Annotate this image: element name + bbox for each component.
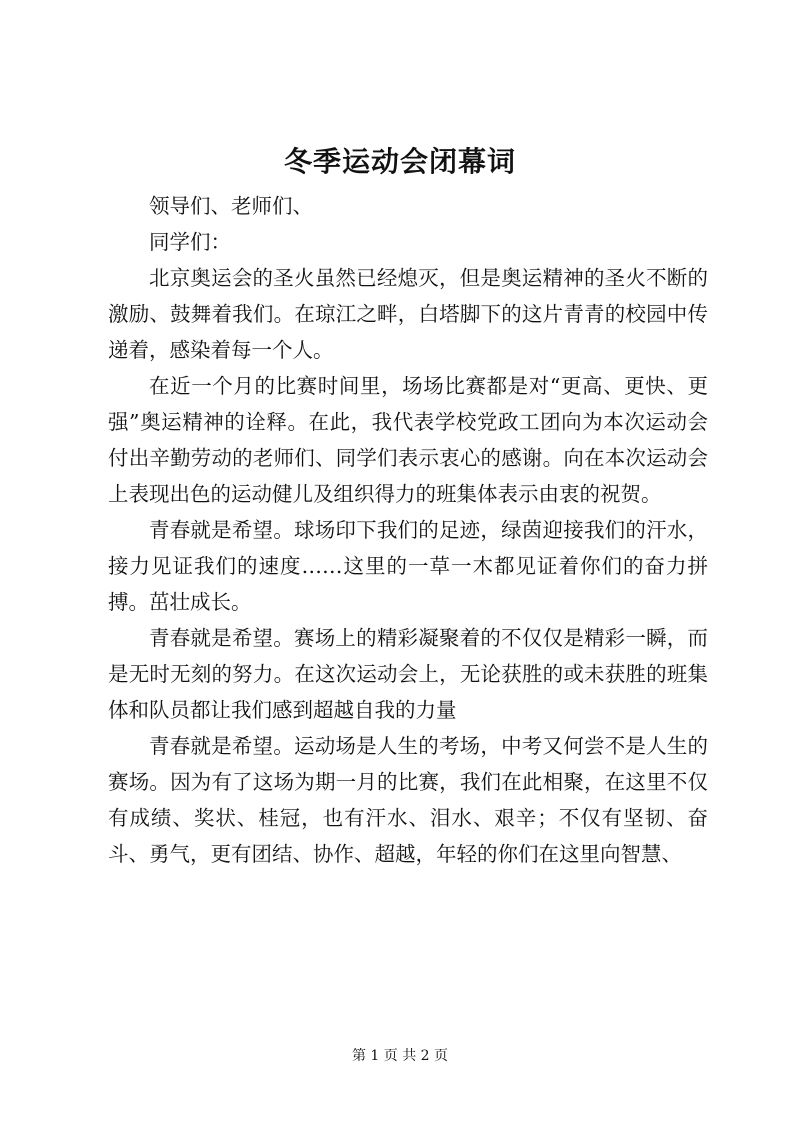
body-paragraph-2: 在近一个月的比赛时间里，场场比赛都是对“更高、更快、更强”奥运精神的诠释。在此，我代表学校党政工团向为本次运动会付出辛勤劳动的老师们、同学们表示衷心的感谢。向在本次运动会上表现出色的运动健儿及组织得力的班集体表示由衷的祝贺。: [108, 374, 708, 506]
salutation-line-2: 同学们：: [149, 230, 231, 254]
salutation-line-1: 领导们、老师们、: [149, 194, 313, 218]
document-body: [108, 188, 708, 872]
body-paragraph-1: 北京奥运会的圣火虽然已经熄灭，但是奥运精神的圣火不断的激励、鼓舞着我们。在琼江之畔，白塔脚下的这片青青的校园中传递着，感染着每一个人。: [108, 266, 708, 362]
body-paragraph-4: 青春就是希望。赛场上的精彩凝聚着的不仅仅是精彩一瞬，而是无时无刻的努力。在这次运动会上，无论获胜的或未获胜的班集体和队员都让我们感到超越自我的力量: [108, 626, 708, 722]
body-paragraph-3: 青春就是希望。球场印下我们的足迹，绿茵迎接我们的汗水，接力见证我们的速度……这里的一草一木都见证着你们的奋力拼搏。茁壮成长。: [108, 518, 708, 614]
page-footer: 第 1 页 共 2 页: [351, 1048, 449, 1064]
body-paragraph-5: 青春就是希望。运动场是人生的考场，中考又何尝不是人生的赛场。因为有了这场为期一月的比赛，我们在此相聚，在这里不仅有成绩、奖状、桂冠，也有汗水、泪水、艰辛；不仅有坚韧、奋斗、勇气，更有团结、协作、超越，年轻的你们在这里向智慧、: [108, 734, 708, 866]
document-title: 冬季运动会闭幕词: [283, 145, 516, 178]
